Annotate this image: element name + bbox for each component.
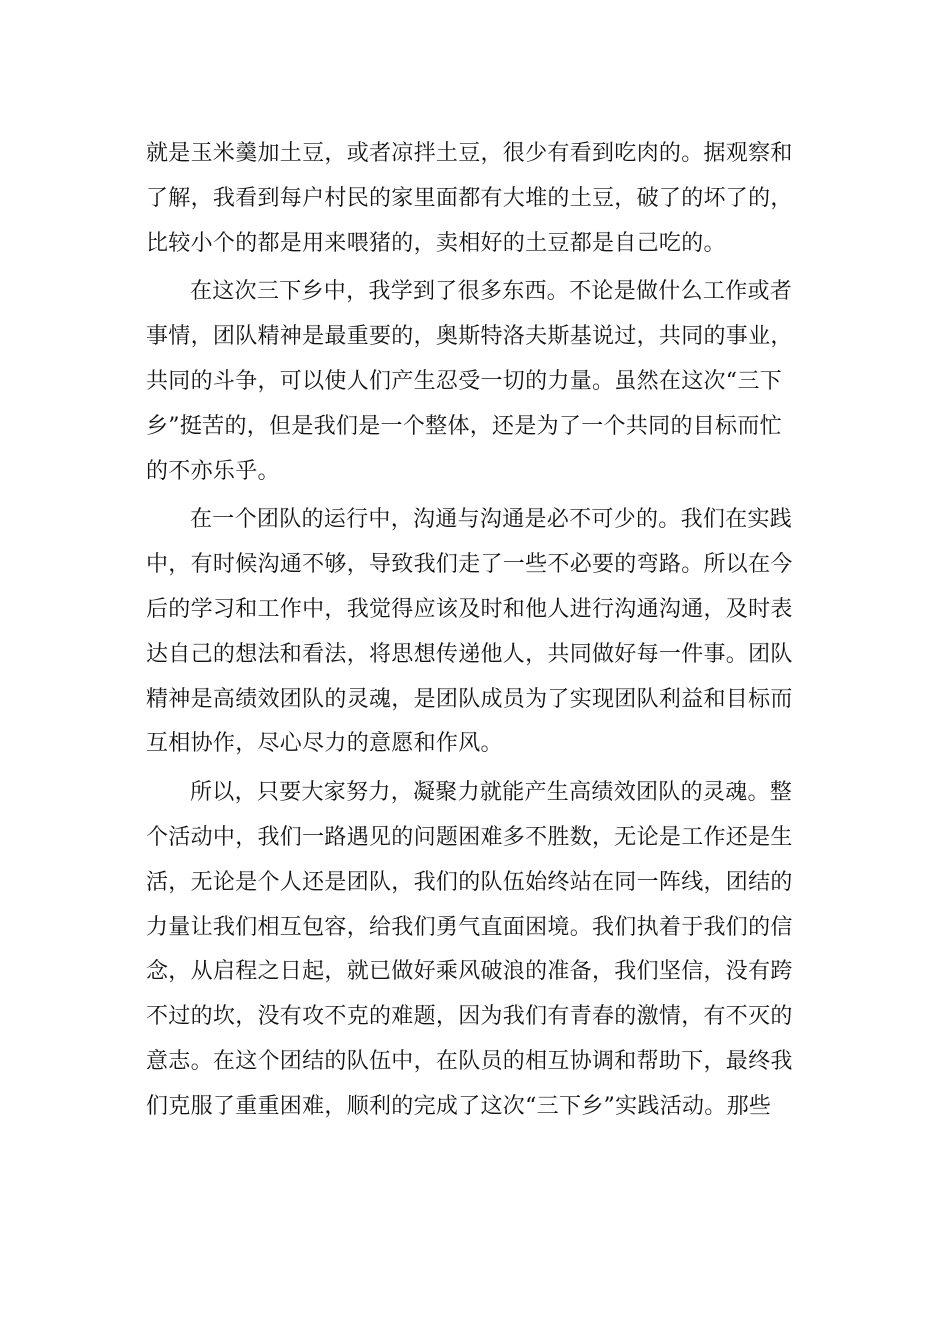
text-line: 所以，只要大家努力，凝聚力就能产生高绩效团队的灵魂。整 <box>190 780 793 806</box>
text-line: 了解，我看到每户村民的家里面都有大堆的土豆，破了的坏了的， <box>146 185 793 211</box>
text-line: 们克服了重重困难，顺利的完成了这次“三下乡”实践活动。那些 <box>146 1093 772 1119</box>
text-line: 互相协作，尽心尽力的意愿和作风。 <box>146 731 503 757</box>
text-line: 后的学习和工作中，我觉得应该及时和他人进行沟通沟通，及时表 <box>146 596 793 622</box>
text-line: 就是玉米羹加土豆，或者凉拌土豆，很少有看到吃肉的。据观察和 <box>146 141 793 166</box>
text-line: 活，无论是个人还是团队，我们的队伍始终站在同一阵线，团结的 <box>146 869 793 895</box>
text-line: 中，有时候沟通不够，导致我们走了一些不必要的弯路。所以在今 <box>146 552 793 578</box>
text-line: 在这次三下乡中，我学到了很多东西。不论是做什么工作或者 <box>190 279 793 305</box>
text-line: 个活动中，我们一路遇见的问题困难多不胜数，无论是工作还是生 <box>146 824 793 850</box>
text-line: 力量让我们相互包容，给我们勇气直面困境。我们执着于我们的信 <box>146 914 793 940</box>
paragraph-2 <box>146 270 806 494</box>
paragraph-1 <box>146 132 806 266</box>
text-line: 比较小个的都是用来喂猪的，卖相好的土豆都是自己吃的。 <box>146 230 726 256</box>
document-body <box>146 132 806 1130</box>
text-line: 在一个团队的运行中，沟通与沟通是必不可少的。我们在实践 <box>190 507 793 533</box>
text-line: 共同的斗争，可以使人们产生忍受一切的力量。虽然在这次“三下 <box>146 368 782 394</box>
text-line: 事情，团队精神是最重要的，奥斯特洛夫斯基说过，共同的事业， <box>146 324 793 350</box>
text-line: 乡”挺苦的，但是我们是一个整体，还是为了一个共同的目标而忙 <box>146 413 782 439</box>
text-line: 精神是高绩效团队的灵魂，是团队成员为了实现团队利益和目标而 <box>146 686 793 712</box>
text-line: 念，从启程之日起，就已做好乘风破浪的准备，我们坚信，没有跨 <box>146 959 793 985</box>
paragraph-3 <box>146 498 806 767</box>
text-line: 达自己的想法和看法，将思想传递他人，共同做好每一件事。团队 <box>146 641 793 667</box>
text-line: 的不亦乐乎。 <box>146 458 280 484</box>
text-line: 意志。在这个团结的队伍中，在队员的相互协调和帮助下，最终我 <box>146 1048 793 1074</box>
text-line: 不过的坎，没有攻不克的难题，因为我们有青春的激情，有不灭的 <box>146 1004 793 1030</box>
paragraph-4 <box>146 771 806 1129</box>
